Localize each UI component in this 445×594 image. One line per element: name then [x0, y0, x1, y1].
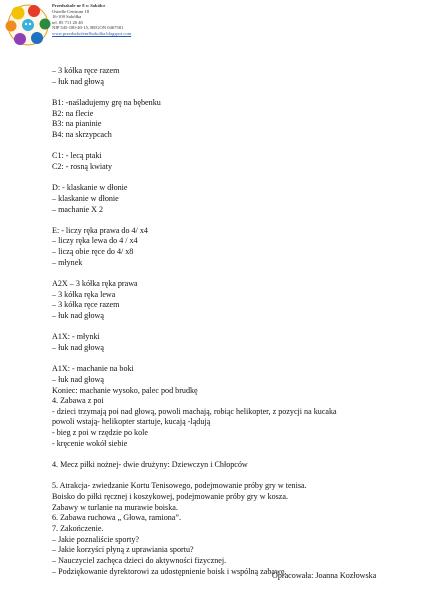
- text-line: – Nauczyciel zachęca dzieci do aktywności fizycznej.: [52, 555, 227, 565]
- text-line: - dzieci trzymają poi nad głową, powoli machają, robiąc helikopter, z pozycji na kucaka: [52, 406, 337, 416]
- text-line: 7. Zakończenie.: [52, 524, 104, 533]
- text-line: B1: -naśladujemy grę na bębenku: [52, 98, 161, 107]
- text-line: – 3 kółka ręka lewa: [52, 289, 116, 299]
- header-line: 16-100 Sokółka: [52, 14, 82, 20]
- text-line: E: - liczy ręka prawa do 4/ x4: [52, 225, 148, 235]
- text-line: – Podziękowanie dyrektorowi za udostępnienie boisk i wspólną zabawę.: [52, 566, 287, 576]
- text-line: powoli wstają- helikopter startuje, kucają -lądują: [52, 417, 211, 427]
- text-line: – Jakie korzyści płyną z uprawiania sportu?: [52, 545, 194, 555]
- text-line: C2: - rosną kwiaty: [52, 161, 113, 171]
- text-line: – młynek: [52, 257, 83, 267]
- text-line: – łuk nad głową: [52, 342, 104, 352]
- preschool-logo: [4, 2, 52, 48]
- text-line: – liczy ręka lewa do 4 / x4: [52, 236, 138, 246]
- text-line: Zabawy w turlanie na murawie boiska.: [52, 502, 178, 512]
- text-line: D: - klaskanie w dłonie: [52, 183, 128, 193]
- text-line: 4. Mecz piłki nożnej- dwie drużyny: Dziewczyn i Chłopców: [52, 460, 248, 470]
- header-line: NIP 545-180-40-15, REGON 0467581: [52, 25, 124, 31]
- text-line: – machanie X 2: [52, 204, 104, 214]
- text-line: – Jakie poznaliście sporty?: [52, 534, 139, 544]
- text-line: - bieg z poi w rzędzie po kole: [52, 428, 148, 438]
- website-link[interactable]: www.przedszkolenr8sokolka.blogspot.com: [52, 30, 132, 36]
- text-line: – liczą obie ręce do 4/ x8: [52, 247, 134, 257]
- text-line: - kręcenie wokół siebie: [52, 438, 128, 448]
- header-line: Osiedle Centrum 18: [52, 8, 89, 14]
- org-name: Przedszkole nr 8 w Sokółce: [52, 3, 106, 8]
- text-line: B3: na pianinie: [52, 119, 102, 129]
- text-line: Boisko do piłki ręcznej i koszykowej, podejmowanie próby gry w kosza.: [52, 492, 289, 501]
- text-line: A1X: - machanie na boki: [52, 364, 134, 374]
- text-line: – łuk nad głową: [52, 374, 104, 384]
- text-line: – 3 kółka ręce razem: [52, 66, 120, 75]
- text-line: B2: na flecie: [52, 108, 94, 118]
- text-line: B4: na skrzypcach: [52, 129, 112, 139]
- text-line: A2X – 3 kółka ręka prawa: [52, 279, 138, 288]
- text-line: A1X: - młynki: [52, 332, 100, 342]
- text-line: 4. Zabawa z poi: [52, 396, 104, 406]
- text-line: 6. Zabawa ruchowa „ Głowa, ramiona”.: [52, 513, 181, 523]
- text-line: C1: - lecą ptaki: [52, 151, 102, 161]
- letterhead: [52, 3, 131, 37]
- text-line: Koniec: machanie wysoko, palec pod brudkę: [52, 385, 198, 395]
- text-line: – łuk nad głową: [52, 76, 104, 86]
- text-line: – klaskanie w dłonie: [52, 193, 119, 203]
- header-line: tel. 85 711 20 40: [52, 19, 83, 25]
- text-line: – 3 kółka ręce razem: [52, 300, 120, 310]
- author-signature: Opracowała: Joanna Kozłowska: [272, 571, 377, 580]
- text-line: – łuk nad głową: [52, 311, 104, 320]
- text-line: 5. Atrakcja- zwiedzanie Kortu Tenisowego, podejmowanie próby gry w tenisa.: [52, 481, 307, 491]
